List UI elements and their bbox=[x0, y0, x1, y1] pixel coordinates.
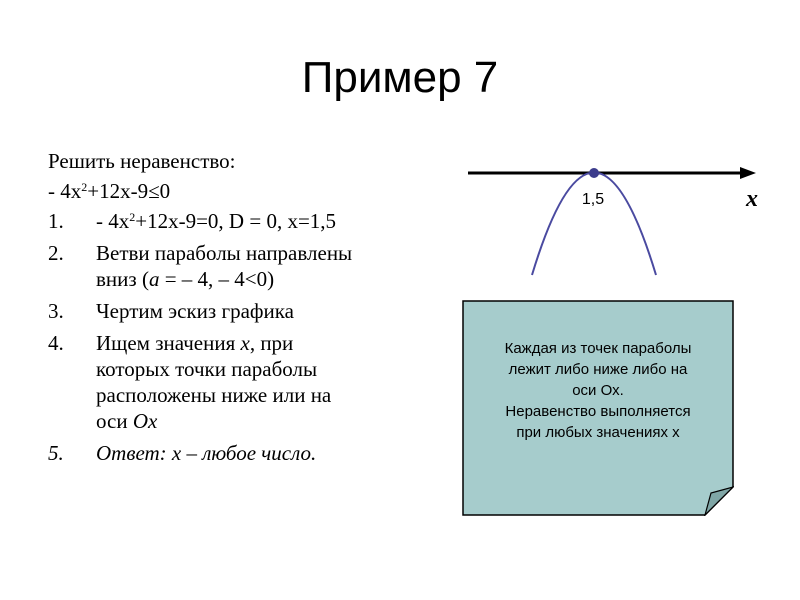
step-4-axis-ox: Ох bbox=[132, 409, 158, 433]
step-2-line-2-start: вниз ( bbox=[96, 267, 149, 291]
parabola-sketch bbox=[460, 150, 770, 295]
step-4-line-4 bbox=[96, 408, 448, 434]
step-5 bbox=[48, 440, 448, 466]
step-2-line-2-end: = – 4, – 4<0) bbox=[159, 267, 275, 291]
step-1-exponent: 2 bbox=[129, 210, 136, 224]
note-line-1: Каждая из точек параболы bbox=[504, 340, 692, 357]
step-4-variable-x: х bbox=[240, 331, 250, 355]
slide-title: Пример 7 bbox=[301, 53, 499, 102]
step-number: 2. bbox=[48, 241, 64, 265]
step-3-text: Чертим эскиз графика bbox=[96, 299, 294, 323]
note-line-3: оси Ох. bbox=[572, 382, 624, 399]
step-1-suffix: +12х-9=0, D = 0, х=1,5 bbox=[135, 209, 337, 233]
step-number: 4. bbox=[48, 331, 64, 355]
note-line-4: Неравенство выполняется bbox=[505, 403, 691, 420]
step-1-prefix: - 4х bbox=[96, 209, 130, 233]
x-axis-arrow-icon bbox=[740, 167, 756, 179]
step-3 bbox=[48, 298, 448, 324]
step-4-line-1-end: , при bbox=[249, 331, 294, 355]
solution-text bbox=[48, 148, 448, 472]
step-5-answer: Ответ: х – любое число. bbox=[96, 441, 317, 465]
step-number: 1. bbox=[48, 209, 64, 233]
steps-list bbox=[48, 208, 448, 466]
parabola-curve bbox=[532, 173, 656, 276]
step-number: 5. bbox=[48, 441, 64, 465]
step-4-line-1-start: Ищем значения bbox=[96, 331, 241, 355]
step-2-line-1: Ветви параболы направлены bbox=[96, 241, 353, 265]
step-2 bbox=[48, 240, 448, 292]
inequality-exponent: 2 bbox=[81, 180, 88, 194]
explanation-note bbox=[462, 300, 734, 516]
vertex-label: 1,5 bbox=[581, 191, 605, 208]
step-number: 3. bbox=[48, 299, 64, 323]
step-4-line-1 bbox=[96, 330, 448, 356]
inequality bbox=[48, 178, 448, 204]
note-line-5: при любых значениях х bbox=[516, 424, 680, 441]
step-4 bbox=[48, 330, 448, 434]
parabola-sketch-svg bbox=[460, 150, 770, 290]
step-2-coefficient-a: а bbox=[148, 267, 160, 291]
note-text bbox=[462, 338, 734, 443]
step-2-line-2 bbox=[96, 266, 448, 292]
task-label: Решить неравенство: bbox=[48, 149, 236, 173]
inequality-suffix: +12х-9≤0 bbox=[87, 179, 171, 203]
inequality-prefix: - 4х bbox=[48, 179, 82, 203]
step-4-line-3: расположены ниже или на bbox=[96, 383, 332, 407]
note-line-2: лежит либо ниже либо на bbox=[508, 361, 688, 378]
step-4-line-2: которых точки параболы bbox=[96, 357, 318, 381]
step-4-line-4-start: оси bbox=[96, 409, 133, 433]
axis-label-x: x bbox=[746, 186, 758, 212]
vertex-point bbox=[589, 168, 599, 178]
step-1 bbox=[48, 208, 448, 234]
